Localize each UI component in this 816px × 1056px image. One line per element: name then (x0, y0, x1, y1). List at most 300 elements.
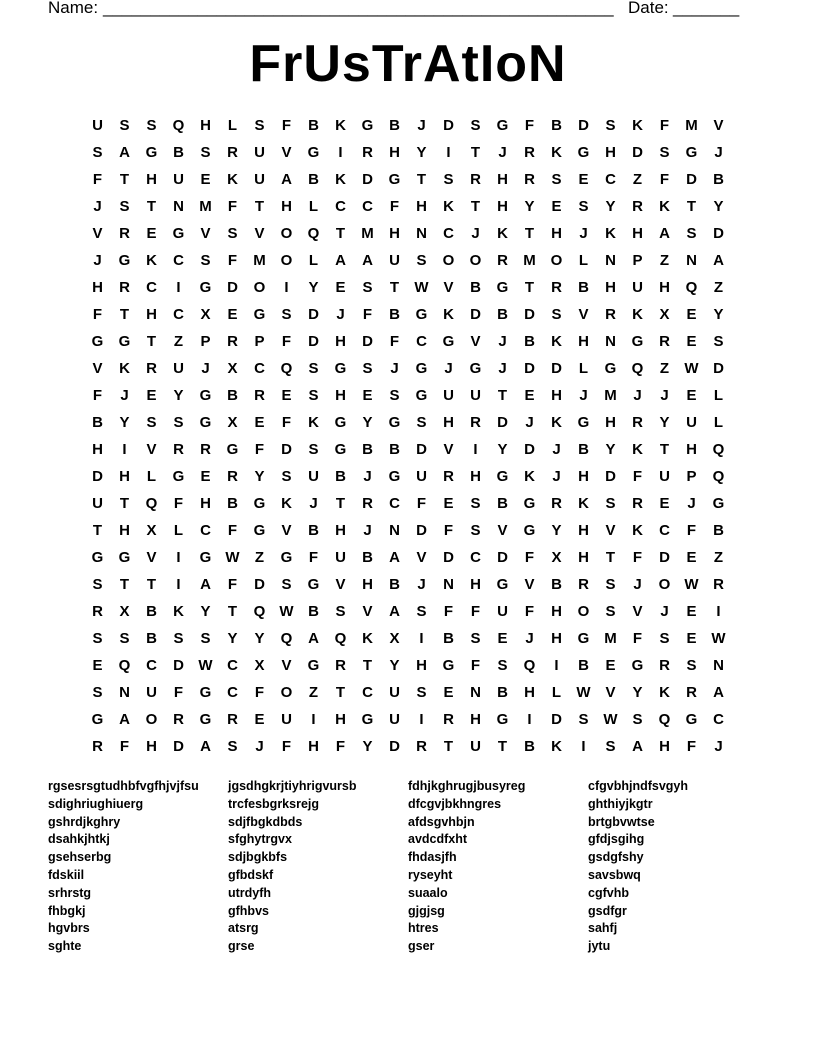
grid-row (84, 247, 732, 274)
grid-letter: T (686, 198, 697, 215)
grid-letter: R (605, 306, 616, 323)
grid-letter: G (631, 657, 644, 674)
grid-letter: F (227, 522, 238, 539)
grid-letter: V (470, 333, 481, 350)
grid-letter: Q (658, 711, 671, 728)
grid-letter: Q (280, 360, 293, 377)
grid-letter: G (253, 306, 266, 323)
name-label: Name: (48, 0, 99, 17)
grid-letter: G (415, 360, 428, 377)
grid-letter: N (119, 684, 130, 701)
grid-letter: F (92, 387, 103, 404)
grid-letter: H (551, 630, 562, 647)
date-field-blank: _______ (673, 0, 740, 17)
grid-letter: U (497, 603, 508, 620)
letter-grid (84, 112, 732, 760)
grid-row (84, 193, 732, 220)
grid-letter: R (254, 387, 265, 404)
word-item: ryseyht (408, 867, 453, 882)
grid-letter: Z (254, 549, 265, 566)
grid-letter: R (362, 495, 373, 512)
grid-letter: X (227, 414, 238, 431)
grid-letter: A (659, 225, 670, 242)
grid-letter: C (659, 522, 670, 539)
grid-letter: U (470, 387, 481, 404)
grid-letter: K (308, 414, 319, 431)
grid-letter: R (227, 144, 238, 161)
grid-letter: B (551, 117, 562, 134)
grid-letter: R (227, 333, 238, 350)
word-item: brtgbvwtse (588, 814, 655, 829)
grid-letter: A (335, 252, 346, 269)
grid-letter: G (307, 657, 320, 674)
grid-letter: T (254, 198, 265, 215)
grid-row (84, 409, 732, 436)
grid-letter: G (388, 171, 401, 188)
grid-letter: T (497, 738, 508, 755)
grid-letter: N (416, 225, 427, 242)
grid-letter: K (551, 144, 562, 161)
grid-letter: G (496, 576, 509, 593)
grid-letter: G (307, 144, 320, 161)
grid-letter: U (389, 711, 400, 728)
grid-letter: D (632, 144, 643, 161)
grid-letter: D (443, 549, 454, 566)
grid-letter: D (551, 360, 562, 377)
grid-letter: L (308, 252, 319, 269)
grid-letter: F (173, 684, 184, 701)
grid-row (84, 733, 732, 760)
grid-letter: B (443, 630, 454, 647)
word-item: cgfvhb (588, 885, 629, 900)
grid-letter: Q (334, 630, 347, 647)
grid-letter: Y (605, 198, 616, 215)
grid-letter: S (308, 360, 319, 377)
grid-letter: R (632, 495, 643, 512)
grid-letter: Q (631, 360, 644, 377)
grid-letter: B (308, 171, 319, 188)
grid-letter: R (578, 576, 589, 593)
grid-row (84, 328, 732, 355)
grid-letter: S (92, 144, 103, 161)
grid-letter: K (335, 117, 346, 134)
word-item: gfhbvs (228, 903, 269, 918)
grid-letter: J (363, 468, 372, 485)
grid-letter: H (578, 468, 589, 485)
grid-letter: V (92, 360, 103, 377)
grid-letter: X (551, 549, 562, 566)
grid-letter: F (227, 576, 238, 593)
grid-letter: S (173, 414, 184, 431)
grid-letter: S (281, 468, 292, 485)
grid-letter: J (552, 468, 561, 485)
grid-letter: I (176, 279, 181, 296)
grid-letter: D (497, 549, 508, 566)
grid-letter: J (93, 198, 102, 215)
grid-letter: Q (253, 603, 266, 620)
grid-letter: Y (200, 603, 211, 620)
grid-row (84, 382, 732, 409)
grid-letter: S (578, 711, 589, 728)
grid-letter: B (713, 171, 724, 188)
grid-letter: G (172, 225, 185, 242)
grid-letter: T (497, 387, 508, 404)
grid-letter: F (308, 549, 319, 566)
grid-letter: H (443, 414, 454, 431)
grid-row (84, 139, 732, 166)
grid-letter: J (525, 414, 534, 431)
grid-letter: G (307, 576, 320, 593)
grid-letter: J (201, 360, 210, 377)
grid-letter: V (281, 144, 292, 161)
grid-letter: H (578, 333, 589, 350)
grid-letter: S (308, 441, 319, 458)
grid-letter: X (659, 306, 670, 323)
grid-letter: D (173, 657, 184, 674)
header-line (48, 0, 748, 20)
grid-letter: O (577, 603, 590, 620)
grid-letter: G (388, 414, 401, 431)
grid-letter: C (713, 711, 724, 728)
grid-letter: F (227, 252, 238, 269)
grid-letter: W (414, 279, 429, 296)
grid-letter: E (92, 657, 103, 674)
grid-letter: T (119, 495, 130, 512)
grid-letter: H (92, 441, 103, 458)
grid-letter: S (551, 171, 562, 188)
grid-letter: V (281, 657, 292, 674)
word-item: ghthiyjkgtr (588, 796, 653, 811)
grid-letter: E (146, 225, 157, 242)
grid-letter: W (279, 603, 294, 620)
grid-letter: H (335, 711, 346, 728)
grid-letter: G (685, 144, 698, 161)
grid-letter: G (415, 387, 428, 404)
grid-letter: T (335, 225, 346, 242)
grid-letter: F (470, 657, 481, 674)
grid-letter: D (443, 117, 454, 134)
grid-letter: D (686, 171, 697, 188)
grid-letter: R (632, 414, 643, 431)
grid-letter: O (280, 684, 293, 701)
grid-letter: I (284, 279, 289, 296)
grid-letter: F (335, 738, 346, 755)
grid-letter: D (416, 441, 427, 458)
grid-letter: M (361, 225, 374, 242)
grid-letter: T (470, 198, 481, 215)
grid-letter: K (551, 333, 562, 350)
grid-letter: S (497, 657, 508, 674)
grid-letter: K (551, 414, 562, 431)
grid-letter: N (686, 252, 697, 269)
grid-letter: Y (524, 198, 535, 215)
grid-letter: C (605, 171, 616, 188)
grid-row (84, 625, 732, 652)
grid-letter: B (551, 576, 562, 593)
grid-letter: M (685, 117, 698, 134)
grid-letter: D (470, 306, 481, 323)
grid-letter: T (119, 171, 130, 188)
grid-letter: L (713, 414, 724, 431)
grid-letter: A (713, 252, 724, 269)
grid-letter: T (119, 306, 130, 323)
word-item: gsehserbg (48, 850, 112, 865)
grid-letter: S (605, 576, 616, 593)
grid-letter: K (578, 495, 589, 512)
grid-letter: Y (416, 144, 427, 161)
grid-letter: A (713, 684, 724, 701)
grid-letter: F (92, 306, 103, 323)
grid-letter: L (227, 117, 238, 134)
grid-letter: B (308, 522, 319, 539)
grid-letter: W (198, 657, 213, 674)
word-column (48, 778, 228, 956)
grid-row (84, 274, 732, 301)
grid-letter: Y (254, 630, 265, 647)
grid-letter: G (280, 549, 293, 566)
grid-letter: D (524, 441, 535, 458)
grid-letter: K (362, 630, 373, 647)
grid-letter: R (443, 468, 454, 485)
grid-letter: K (227, 171, 238, 188)
grid-letter: I (581, 738, 586, 755)
grid-letter: S (227, 738, 238, 755)
grid-letter: U (470, 738, 481, 755)
grid-letter: F (632, 468, 643, 485)
grid-letter: J (93, 252, 102, 269)
word-item: trcfesbgrksrejg (228, 796, 320, 811)
grid-letter: H (416, 657, 427, 674)
grid-letter: G (523, 522, 536, 539)
grid-letter: J (633, 387, 642, 404)
grid-letter: F (281, 738, 292, 755)
word-item: hgvbrs (48, 921, 90, 936)
grid-letter: S (443, 171, 454, 188)
grid-letter: K (524, 468, 535, 485)
word-item: gjgjsg (408, 903, 445, 918)
grid-letter: F (470, 603, 481, 620)
grid-letter: B (146, 630, 157, 647)
grid-letter: O (550, 252, 563, 269)
grid-letter: R (173, 711, 184, 728)
grid-letter: C (416, 333, 427, 350)
grid-letter: S (605, 738, 616, 755)
grid-row (84, 166, 732, 193)
grid-letter: H (632, 225, 643, 242)
grid-letter: H (281, 198, 292, 215)
grid-letter: D (416, 522, 427, 539)
word-item: fhdasjfh (408, 850, 457, 865)
grid-letter: U (335, 549, 346, 566)
grid-letter: E (686, 333, 697, 350)
word-column (588, 778, 768, 956)
grid-letter: E (227, 306, 238, 323)
grid-letter: G (118, 549, 131, 566)
grid-letter: R (362, 144, 373, 161)
grid-letter: T (443, 738, 454, 755)
grid-letter: U (281, 711, 292, 728)
grid-letter: W (684, 576, 699, 593)
grid-letter: N (605, 252, 616, 269)
grid-letter: R (227, 468, 238, 485)
grid-letter: G (253, 495, 266, 512)
grid-letter: D (713, 225, 724, 242)
word-column (408, 778, 588, 956)
grid-letter: B (389, 441, 400, 458)
grid-letter: F (227, 198, 238, 215)
grid-letter: S (119, 198, 130, 215)
grid-letter: G (631, 333, 644, 350)
grid-letter: C (362, 684, 373, 701)
grid-letter: H (335, 522, 346, 539)
grid-letter: D (578, 117, 589, 134)
grid-letter: U (254, 171, 265, 188)
grid-letter: F (443, 603, 454, 620)
grid-letter: X (119, 603, 130, 620)
grid-letter: G (91, 333, 104, 350)
word-list (48, 778, 768, 956)
grid-letter: J (660, 603, 669, 620)
grid-letter: G (442, 333, 455, 350)
grid-letter: S (659, 630, 670, 647)
grid-letter: O (145, 711, 158, 728)
grid-letter: D (308, 333, 319, 350)
grid-letter: G (91, 549, 104, 566)
grid-letter: U (389, 252, 400, 269)
grid-letter: N (470, 684, 481, 701)
grid-letter: H (92, 279, 103, 296)
grid-letter: J (444, 360, 453, 377)
grid-letter: K (119, 360, 130, 377)
grid-row (84, 571, 732, 598)
grid-letter: K (659, 198, 670, 215)
grid-letter: S (119, 117, 130, 134)
grid-letter: Q (685, 279, 698, 296)
grid-letter: H (605, 414, 616, 431)
grid-letter: F (632, 630, 643, 647)
grid-letter: R (416, 738, 427, 755)
grid-letter: U (443, 387, 454, 404)
grid-letter: S (281, 576, 292, 593)
grid-letter: I (473, 441, 478, 458)
grid-letter: N (713, 657, 724, 674)
grid-row (84, 517, 732, 544)
grid-letter: R (173, 441, 184, 458)
grid-letter: U (686, 414, 697, 431)
grid-letter: S (227, 225, 238, 242)
grid-letter: H (578, 522, 589, 539)
grid-letter: I (446, 144, 451, 161)
grid-letter: F (254, 684, 265, 701)
grid-letter: E (686, 630, 697, 647)
grid-row (84, 463, 732, 490)
grid-letter: L (173, 522, 184, 539)
grid-letter: A (281, 171, 292, 188)
grid-letter: V (443, 441, 454, 458)
grid-letter: I (419, 711, 424, 728)
grid-letter: R (92, 738, 103, 755)
grid-letter: J (714, 144, 723, 161)
grid-letter: M (604, 630, 617, 647)
word-item: sfghytrgvx (228, 832, 292, 847)
grid-letter: F (281, 333, 292, 350)
grid-letter: E (281, 387, 292, 404)
grid-letter: Y (632, 684, 643, 701)
word-item: savsbwq (588, 867, 641, 882)
grid-letter: S (362, 360, 373, 377)
grid-letter: A (632, 738, 643, 755)
grid-letter: F (524, 603, 535, 620)
grid-letter: S (605, 603, 616, 620)
grid-letter: U (389, 684, 400, 701)
grid-letter: H (659, 738, 670, 755)
grid-letter: C (443, 225, 454, 242)
grid-letter: U (632, 279, 643, 296)
grid-letter: A (362, 252, 373, 269)
word-item: gfbdskf (228, 867, 274, 882)
grid-letter: K (281, 495, 292, 512)
grid-letter: M (604, 387, 617, 404)
grid-letter: F (686, 522, 697, 539)
grid-letter: S (146, 414, 157, 431)
grid-row (84, 652, 732, 679)
grid-letter: L (578, 360, 589, 377)
grid-letter: J (633, 576, 642, 593)
grid-letter: J (255, 738, 264, 755)
grid-letter: G (496, 711, 509, 728)
grid-letter: B (308, 603, 319, 620)
grid-letter: H (146, 738, 157, 755)
grid-letter: K (443, 306, 454, 323)
grid-letter: H (308, 738, 319, 755)
grid-letter: D (362, 171, 373, 188)
grid-letter: X (254, 657, 265, 674)
grid-letter: B (389, 576, 400, 593)
grid-letter: U (659, 468, 670, 485)
grid-letter: G (118, 252, 131, 269)
grid-letter: V (524, 576, 535, 593)
grid-letter: E (497, 630, 508, 647)
grid-letter: R (551, 495, 562, 512)
grid-letter: G (199, 549, 212, 566)
grid-letter: S (146, 117, 157, 134)
grid-letter: S (686, 225, 697, 242)
grid-letter: T (335, 684, 346, 701)
word-item: sghte (48, 939, 82, 954)
grid-letter: S (92, 630, 103, 647)
grid-letter: C (146, 657, 157, 674)
grid-letter: G (577, 414, 590, 431)
grid-letter: I (419, 630, 424, 647)
grid-letter: I (176, 549, 181, 566)
grid-letter: H (146, 171, 157, 188)
grid-letter: B (227, 387, 238, 404)
grid-letter: Y (227, 630, 238, 647)
grid-letter: T (605, 549, 616, 566)
grid-letter: T (146, 198, 157, 215)
grid-letter: G (496, 279, 509, 296)
grid-letter: J (498, 144, 507, 161)
grid-letter: F (389, 333, 400, 350)
grid-letter: K (605, 225, 616, 242)
grid-letter: D (308, 306, 319, 323)
grid-letter: M (253, 252, 266, 269)
grid-letter: C (200, 522, 211, 539)
grid-letter: G (604, 360, 617, 377)
grid-letter: R (200, 441, 211, 458)
grid-letter: D (362, 333, 373, 350)
grid-letter: W (711, 630, 726, 647)
